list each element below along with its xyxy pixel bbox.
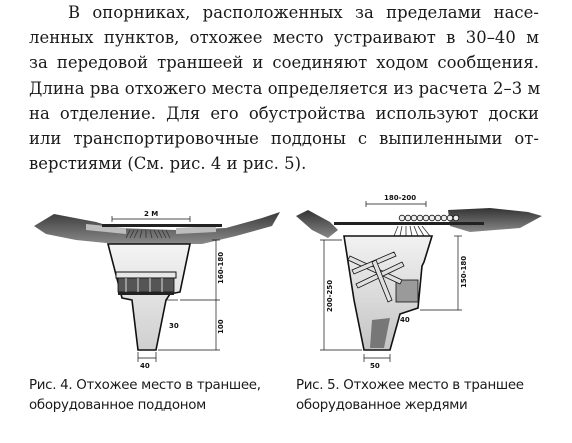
figure-5-caption <box>296 376 524 416</box>
dim-right-lower: 100 <box>217 319 225 334</box>
paragraph-line: на отделение. Для его обустройства используют доски <box>29 103 539 123</box>
dim-bottom: 40 <box>140 362 150 370</box>
figure-4-drawing <box>26 200 288 370</box>
figure-5-drawing <box>290 194 552 370</box>
trench-body <box>108 244 190 350</box>
figure-4-trench-with-pallet <box>26 200 288 370</box>
paragraph-line: или транспортировочные поддоны с выпиленными от- <box>29 129 539 149</box>
figure-4-caption <box>29 376 261 416</box>
caption-line: оборудованное жердями <box>296 398 468 413</box>
dim-step: 40 <box>400 316 410 324</box>
caption-line: Рис. 4. Отхожее место в траншее, <box>29 378 261 393</box>
paragraph-line: В опорниках, расположенных за пределами насе- <box>68 3 539 22</box>
caption-line: оборудованное поддоном <box>29 398 206 413</box>
dim-right-upper: 160-180 <box>217 251 225 284</box>
body-paragraph <box>29 0 539 176</box>
paragraph-line: Длина рва отхожего места определяется из расчета 2–3 м <box>29 78 541 98</box>
pallet-board <box>102 224 222 227</box>
dim-top: 2 М <box>144 210 159 218</box>
pallet-in-trench <box>116 272 176 295</box>
paragraph-line: за передовой траншеей и соединяют ходом сообщения. <box>29 53 539 73</box>
figure-5-trench-with-poles <box>290 194 552 370</box>
dim-step: 30 <box>169 322 179 330</box>
log-row <box>399 215 459 221</box>
ground-surface-right <box>448 208 542 232</box>
paragraph-line: ленных пунктов, отхожее место устраивают в 30–40 м <box>29 28 539 48</box>
dim-top: 180-200 <box>384 194 417 202</box>
caption-line: Рис. 5. Отхожее место в траншее <box>296 378 524 393</box>
paragraph-line: верстиями (См. рис. 4 и рис. 5). <box>29 154 307 174</box>
grass-tufts <box>394 226 430 236</box>
top-board <box>334 222 484 225</box>
dim-bottom: 50 <box>370 362 380 370</box>
ground-surface-left <box>296 210 338 238</box>
dim-left: 200-250 <box>326 279 334 312</box>
dim-right: 150-180 <box>460 255 468 288</box>
